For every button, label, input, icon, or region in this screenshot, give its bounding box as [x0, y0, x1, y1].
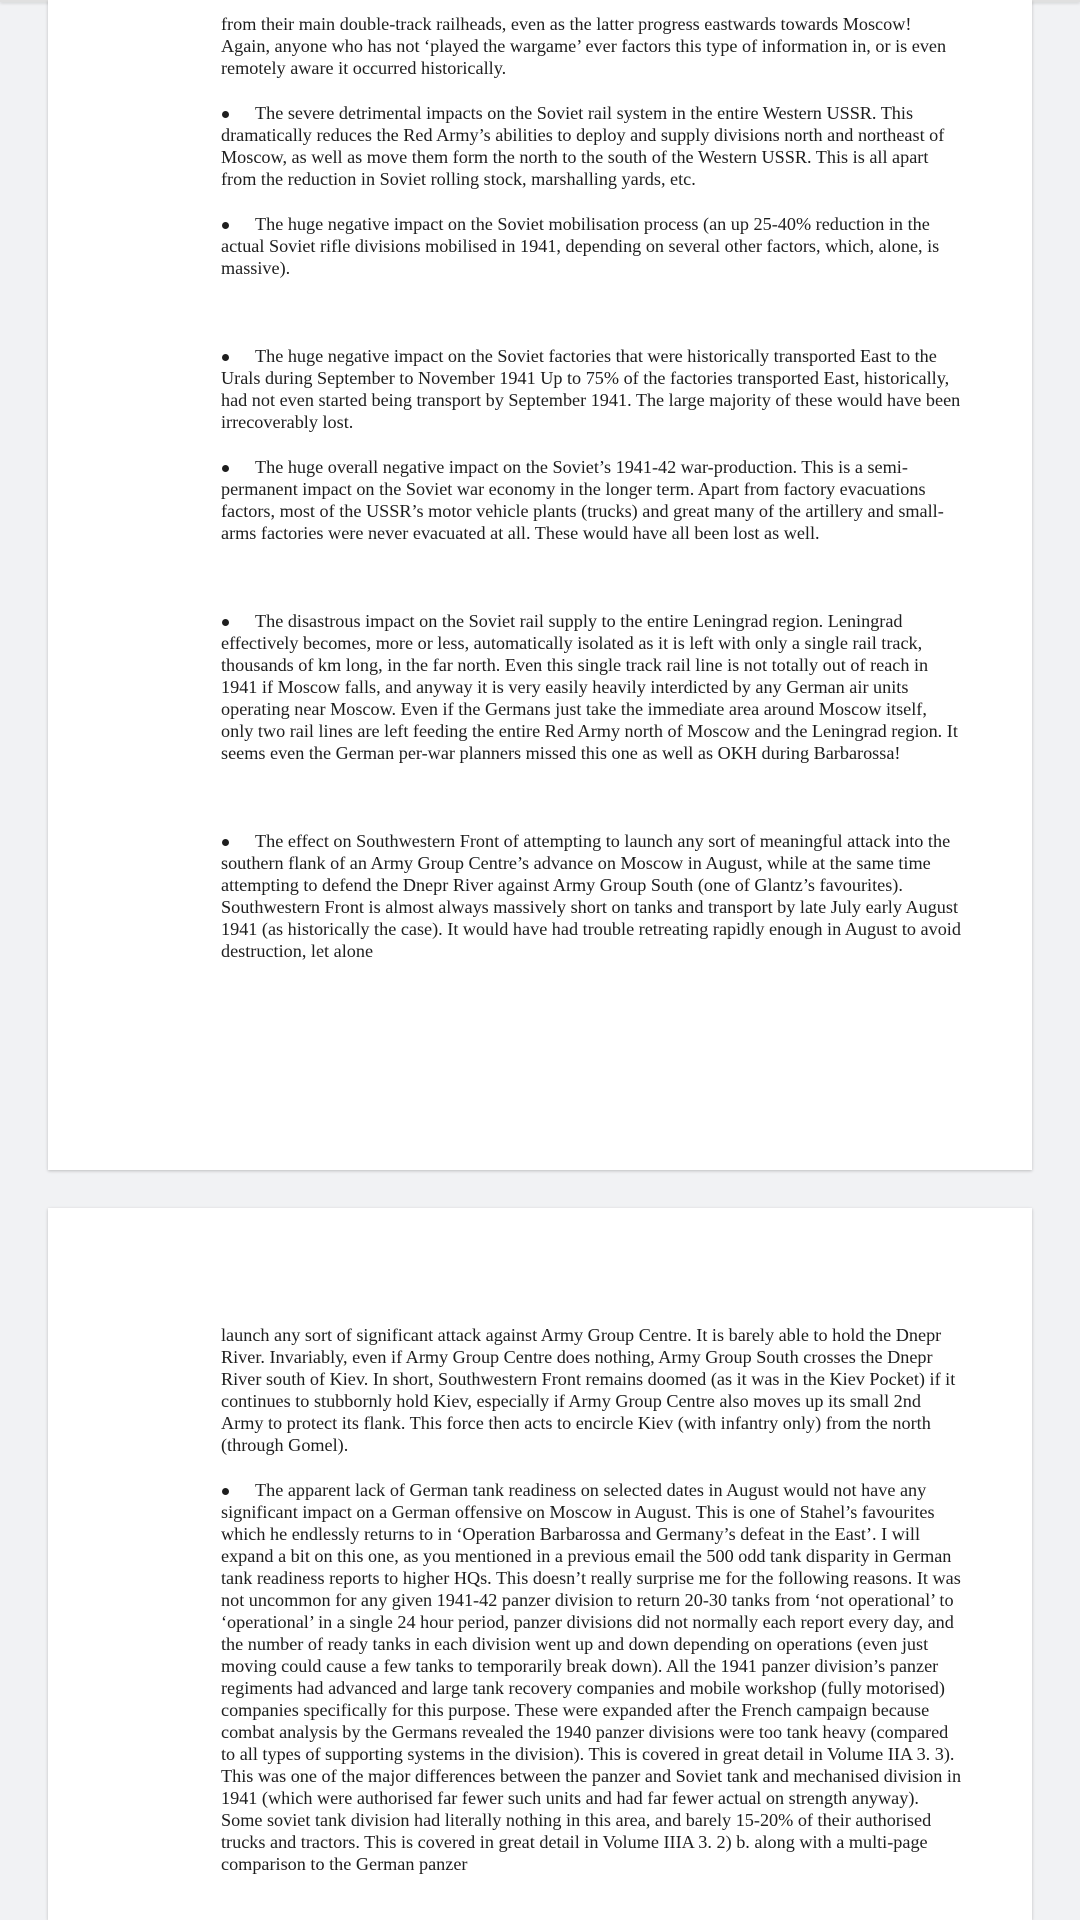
bullet-dot-icon — [222, 222, 229, 229]
bullet-item — [221, 1479, 963, 1875]
bullet-dot-icon — [222, 839, 229, 846]
bullet-text: The apparent lack of German tank readiness on selected dates in August would not have any significant impact on a German offensive on Moscow in August. This is one of Stahel’s favourites which he endlessly returns to in ‘Operation Barbarossa and Germany’s defeat in the East’. I will expand a bit on this one, as you mentioned in a previous email the 500 odd tank disparity in German tank readiness reports to higher HQs. This doesn’t really surprise me for the following reasons. It was not uncommon for any given 1941-42 panzer division to return 20-30 tanks from ‘not operational’ to ‘operational’ in a single 24 hour period, panzer divisions did not normally each report every day, and the number of ready tanks in each division went up and down depending on operations (even just moving could cause a few tanks to temporarily break down). All the 1941 panzer division’s panzer regiments had advanced and large tank recovery companies and mobile workshop (fully motorised) companies specifically for this purpose. These were expanded after the French campaign because combat analysis by the Germans revealed the 1940 panzer divisions were too tank heavy (compared to all types of supporting systems in the division). This is covered in great detail in Volume IIA 3. 3). This was one of the major differences between the panzer and Soviet tank and mechanised division in 1941 (which were authorised far fewer such units and had far fewer actual on strength anyway). Some soviet tank division had literally nothing in this area, and barely 15-20% of their authorised trucks and tractors. This is covered in great detail in Volume IIIA 3. 2) b. along with a multi-page comparison to the German panzer — [221, 1480, 962, 1874]
bullet-item — [221, 102, 963, 190]
bullet-text: The effect on Southwestern Front of attempting to launch any sort of meaningful attack into the southern flank of an Army Group Centre’s advance on Moscow in August, while at the same time attempting to defend the Dnepr River against Army Group South (one of Glantz’s favourites). Southwestern Front is almost always massively short on tanks and transport by late July early August 1941 (as historically the case). It would have had trouble retreating rapidly enough in August to avoid destruction, let alone — [221, 831, 961, 961]
bullet-text: The severe detrimental impacts on the Soviet rail system in the entire Western USSR. This dramatically reduces the Red Army’s abilities to deploy and supply divisions north and northeast of Moscow, as well as move them form the north to the south of the Western USSR. This is all apart from the reduction in Soviet rolling stock, marshalling yards, etc. — [221, 103, 945, 189]
bullet-item — [221, 213, 963, 279]
bullet-text: The huge overall negative impact on the Soviet’s 1941-42 war-production. This is a semi-permanent impact on the Soviet war economy in the longer term. Apart from factory evacuations factors, most of the USSR’s motor vehicle plants (trucks) and great many of the artillery and small-arms factories were never evacuated at all. These would have all been lost as well. — [221, 457, 944, 543]
page-1-content — [221, 13, 963, 962]
bullet-text: The huge negative impact on the Soviet factories that were historically transported East to the Urals during September to November 1941 Up to 75% of the factories transported East, historically, had not even started being transport by September 1941. The large majority of these would have been irrecoverably lost. — [221, 346, 961, 432]
bullet-item — [221, 830, 963, 962]
bullet-item — [221, 456, 963, 544]
bullet-dot-icon — [222, 1488, 229, 1495]
bullet-dot-icon — [222, 111, 229, 118]
document-page-2 — [48, 1208, 1032, 1920]
bullet-item — [221, 345, 963, 433]
bullet-dot-icon — [222, 619, 229, 626]
paragraph: launch any sort of significant attack against Army Group Centre. It is barely able to hold the Dnepr River. Invariably, even if Army Group Centre does nothing, Army Group South crosses the Dnepr River south of Kiev. In short, Southwestern Front remains doomed (as it was in the Kiev Pocket) if it continues to stubbornly hold Kiev, especially if Army Group Centre also moves up its small 2nd Army to protect its flank. This force then acts to encircle Kiev (with infantry only) from the north (through Gomel). — [221, 1325, 956, 1455]
bullet-text: The huge negative impact on the Soviet mobilisation process (an up 25-40% reduction in the actual Soviet rifle divisions mobilised in 1941, depending on several other factors, which, alone, is massive). — [221, 214, 940, 278]
page-2-content — [221, 1324, 963, 1875]
bullet-dot-icon — [222, 354, 229, 361]
paragraph: from their main double-track railheads, even as the latter progress eastwards towards Moscow! Again, anyone who has not ‘played the wargame’ ever factors this type of information in, or is even remotely aware it occurred historically. — [221, 14, 947, 78]
document-page-1 — [48, 0, 1032, 1170]
bullet-dot-icon — [222, 465, 229, 472]
bullet-text: The disastrous impact on the Soviet rail supply to the entire Leningrad region. Leningrad effectively becomes, more or less, automatically isolated as it is left with only a single rail track, thousands of km long, in the far north. Even this single track rail line is not totally out of reach in 1941 if Moscow falls, and anyway it is very easily heavily interdicted by any German air units operating near Moscow. Even if the Germans just take the immediate area around Moscow itself, only two rail lines are left feeding the entire Red Army north of Moscow and the Leningrad region. It seems even the German per-war planners missed this one as well as OKH during Barbarossa! — [221, 611, 958, 763]
bullet-item — [221, 610, 963, 764]
